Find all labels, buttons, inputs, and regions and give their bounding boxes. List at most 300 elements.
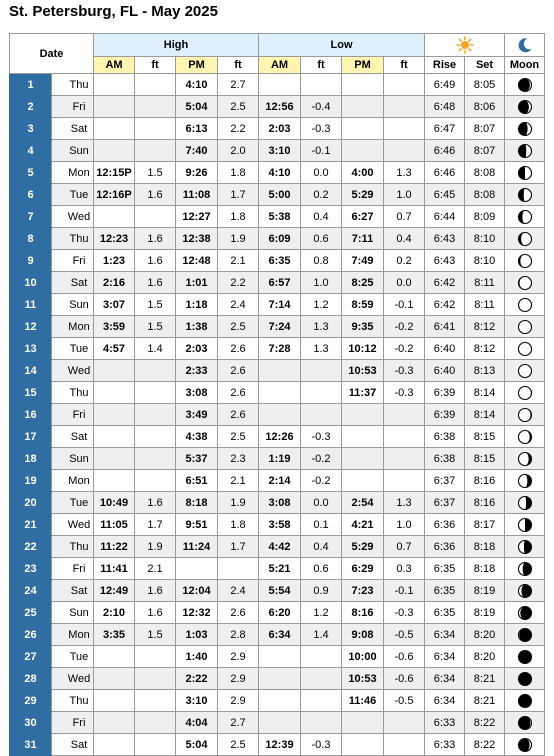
moon-phase-cell — [505, 448, 545, 470]
table-row — [10, 74, 545, 96]
table-row — [10, 184, 545, 206]
moon-phase-icon — [517, 385, 533, 401]
high-am-height: 1.6 — [135, 184, 176, 206]
high-pm-time: 2:33 — [176, 360, 218, 382]
moon-phase-icon — [517, 231, 533, 247]
low-pm-time: 11:46 — [342, 690, 384, 712]
sunset-time: 8:19 — [465, 602, 505, 624]
high-am-time — [94, 470, 135, 492]
moon-phase-cell — [505, 492, 545, 514]
day-number: 16 — [10, 404, 52, 426]
moon-phase-icon — [517, 253, 533, 269]
tide-table — [9, 33, 545, 756]
high-am-time: 11:05 — [94, 514, 135, 536]
high-am-time — [94, 118, 135, 140]
high-pm-header: PM — [176, 57, 218, 74]
low-pm-height: 0.2 — [384, 250, 425, 272]
high-am-height — [135, 448, 176, 470]
day-number: 5 — [10, 162, 52, 184]
low-pm-time: 8:25 — [342, 272, 384, 294]
table-row — [10, 624, 545, 646]
high-pm-time: 4:38 — [176, 426, 218, 448]
low-pm-time: 10:12 — [342, 338, 384, 360]
high-pm-height: 1.9 — [218, 492, 259, 514]
weekday: Sun — [52, 294, 94, 316]
high-am-time: 1:23 — [94, 250, 135, 272]
sunset-time: 8:10 — [465, 228, 505, 250]
high-pm-height: 2.1 — [218, 470, 259, 492]
low-am-height: -0.3 — [301, 426, 342, 448]
table-row — [10, 206, 545, 228]
low-am-height: 0.6 — [301, 558, 342, 580]
moon-phase-icon — [517, 77, 533, 93]
high-pm-time: 8:18 — [176, 492, 218, 514]
moon-phase-icon — [517, 583, 533, 599]
low-am-time — [259, 712, 301, 734]
low-am-time: 3:08 — [259, 492, 301, 514]
low-pm-height: 1.3 — [384, 492, 425, 514]
high-pm-time: 11:08 — [176, 184, 218, 206]
low-pm-height — [384, 118, 425, 140]
moon-phase-icon — [517, 539, 533, 555]
high-am-time — [94, 404, 135, 426]
low-pm-height: 0.4 — [384, 228, 425, 250]
sunrise-time: 6:39 — [425, 382, 465, 404]
high-pm-height: 2.5 — [218, 316, 259, 338]
high-am-height — [135, 404, 176, 426]
low-am-header: AM — [259, 57, 301, 74]
day-number: 30 — [10, 712, 52, 734]
sunrise-time: 6:38 — [425, 448, 465, 470]
sunset-time: 8:09 — [465, 206, 505, 228]
day-number: 7 — [10, 206, 52, 228]
moon-phase-cell — [505, 404, 545, 426]
high-am-time — [94, 646, 135, 668]
high-am-height — [135, 360, 176, 382]
high-am-height — [135, 140, 176, 162]
sunset-time: 8:14 — [465, 404, 505, 426]
low-pm-time: 10:53 — [342, 668, 384, 690]
high-am-height — [135, 646, 176, 668]
table-row — [10, 448, 545, 470]
high-pm-height: 1.7 — [218, 536, 259, 558]
low-am-height: 1.3 — [301, 338, 342, 360]
high-pm-height: 2.4 — [218, 580, 259, 602]
table-row — [10, 118, 545, 140]
low-pm-ft-header: ft — [384, 57, 425, 74]
low-am-height: 0.4 — [301, 536, 342, 558]
low-pm-time — [342, 118, 384, 140]
sunset-time: 8:07 — [465, 118, 505, 140]
low-pm-time: 7:49 — [342, 250, 384, 272]
table-row — [10, 338, 545, 360]
table-row — [10, 646, 545, 668]
weekday: Sat — [52, 734, 94, 756]
moon-phase-cell — [505, 162, 545, 184]
moon-phase-cell — [505, 250, 545, 272]
table-row — [10, 382, 545, 404]
moon-phase-cell — [505, 470, 545, 492]
low-pm-height: -0.1 — [384, 294, 425, 316]
low-am-time: 5:38 — [259, 206, 301, 228]
low-am-time: 3:58 — [259, 514, 301, 536]
high-pm-height: 2.5 — [218, 426, 259, 448]
low-pm-height — [384, 734, 425, 756]
high-pm-height: 2.5 — [218, 96, 259, 118]
table-row — [10, 272, 545, 294]
low-pm-time: 4:21 — [342, 514, 384, 536]
high-pm-time: 3:10 — [176, 690, 218, 712]
day-number: 12 — [10, 316, 52, 338]
low-am-height — [301, 74, 342, 96]
page-title: St. Petersburg, FL - May 2025 — [9, 3, 218, 20]
low-am-time: 5:54 — [259, 580, 301, 602]
high-am-time — [94, 668, 135, 690]
table-row — [10, 602, 545, 624]
high-pm-height: 2.2 — [218, 118, 259, 140]
day-number: 22 — [10, 536, 52, 558]
table-row — [10, 536, 545, 558]
high-pm-height: 2.6 — [218, 360, 259, 382]
sunset-time: 8:18 — [465, 558, 505, 580]
low-pm-time — [342, 96, 384, 118]
low-am-time: 1:19 — [259, 448, 301, 470]
low-am-height: 0.2 — [301, 184, 342, 206]
high-am-time: 3:35 — [94, 624, 135, 646]
low-am-time — [259, 646, 301, 668]
moon-phase-cell — [505, 580, 545, 602]
sunrise-time: 6:42 — [425, 294, 465, 316]
low-am-time — [259, 382, 301, 404]
sunset-time: 8:13 — [465, 360, 505, 382]
high-pm-time: 1:03 — [176, 624, 218, 646]
day-number: 8 — [10, 228, 52, 250]
high-am-time: 10:49 — [94, 492, 135, 514]
high-am-time — [94, 448, 135, 470]
table-row — [10, 250, 545, 272]
low-am-time: 4:10 — [259, 162, 301, 184]
low-pm-time: 10:53 — [342, 360, 384, 382]
moon-phase-icon — [517, 561, 533, 577]
high-am-height: 1.4 — [135, 338, 176, 360]
high-am-height — [135, 734, 176, 756]
low-pm-time: 6:27 — [342, 206, 384, 228]
sunrise-time: 6:35 — [425, 602, 465, 624]
sun-icon — [456, 36, 474, 54]
weekday: Sat — [52, 580, 94, 602]
high-pm-height: 1.9 — [218, 228, 259, 250]
table-row — [10, 426, 545, 448]
table-row — [10, 140, 545, 162]
low-am-height: -0.3 — [301, 734, 342, 756]
high-am-height: 1.5 — [135, 294, 176, 316]
low-pm-height: 1.0 — [384, 184, 425, 206]
high-pm-time: 6:51 — [176, 470, 218, 492]
moon-phase-icon — [517, 99, 533, 115]
low-am-height — [301, 382, 342, 404]
low-am-time: 5:21 — [259, 558, 301, 580]
moon-phase-cell — [505, 646, 545, 668]
high-pm-time: 9:26 — [176, 162, 218, 184]
low-am-height — [301, 646, 342, 668]
moon-phase-cell — [505, 338, 545, 360]
tide-rows — [10, 74, 545, 756]
sunset-time: 8:15 — [465, 448, 505, 470]
high-am-height: 1.6 — [135, 492, 176, 514]
high-pm-height: 2.2 — [218, 272, 259, 294]
high-pm-time: 4:10 — [176, 74, 218, 96]
sunset-time: 8:07 — [465, 140, 505, 162]
high-pm-height: 1.8 — [218, 514, 259, 536]
day-number: 23 — [10, 558, 52, 580]
high-am-time: 3:59 — [94, 316, 135, 338]
high-am-height: 1.7 — [135, 514, 176, 536]
high-pm-time: 5:04 — [176, 96, 218, 118]
sunset-time: 8:19 — [465, 580, 505, 602]
moon-phase-cell — [505, 382, 545, 404]
low-pm-time: 9:08 — [342, 624, 384, 646]
high-am-height — [135, 206, 176, 228]
sunset-time: 8:06 — [465, 96, 505, 118]
high-pm-height: 2.6 — [218, 404, 259, 426]
date-header: Date — [10, 34, 94, 74]
high-pm-height: 2.9 — [218, 646, 259, 668]
day-number: 24 — [10, 580, 52, 602]
high-am-time: 12:16P — [94, 184, 135, 206]
low-pm-height — [384, 712, 425, 734]
moon-phase-cell — [505, 272, 545, 294]
sunset-time: 8:15 — [465, 426, 505, 448]
sunrise-time: 6:34 — [425, 624, 465, 646]
high-pm-time: 9:51 — [176, 514, 218, 536]
weekday: Sat — [52, 426, 94, 448]
day-number: 9 — [10, 250, 52, 272]
low-pm-height: -0.5 — [384, 690, 425, 712]
low-pm-height — [384, 140, 425, 162]
moon-phase-icon — [517, 473, 533, 489]
weekday: Fri — [52, 558, 94, 580]
weekday: Wed — [52, 668, 94, 690]
moon-phase-cell — [505, 228, 545, 250]
low-pm-time: 8:59 — [342, 294, 384, 316]
sunset-time: 8:12 — [465, 338, 505, 360]
high-am-height: 1.9 — [135, 536, 176, 558]
moon-phase-icon — [517, 407, 533, 423]
low-pm-time: 5:29 — [342, 184, 384, 206]
low-pm-height: -0.3 — [384, 602, 425, 624]
moon-phase-cell — [505, 536, 545, 558]
low-am-time: 6:57 — [259, 272, 301, 294]
sunrise-time: 6:39 — [425, 404, 465, 426]
high-am-time — [94, 734, 135, 756]
moon-phase-cell — [505, 624, 545, 646]
low-pm-time: 2:54 — [342, 492, 384, 514]
high-am-height — [135, 668, 176, 690]
high-am-height: 1.6 — [135, 272, 176, 294]
moon-phase-cell — [505, 360, 545, 382]
moon-phase-cell — [505, 184, 545, 206]
low-am-time: 4:42 — [259, 536, 301, 558]
low-am-height: -0.2 — [301, 448, 342, 470]
low-am-time: 6:20 — [259, 602, 301, 624]
low-pm-height — [384, 96, 425, 118]
table-row — [10, 668, 545, 690]
low-pm-height: 0.7 — [384, 206, 425, 228]
moon-phase-cell — [505, 118, 545, 140]
low-pm-time: 6:29 — [342, 558, 384, 580]
moon-phase-icon — [517, 495, 533, 511]
low-pm-height: 1.0 — [384, 514, 425, 536]
moon-phase-icon — [517, 605, 533, 621]
high-am-height — [135, 470, 176, 492]
high-am-ft-header: ft — [135, 57, 176, 74]
high-pm-time: 7:40 — [176, 140, 218, 162]
high-pm-time: 1:18 — [176, 294, 218, 316]
high-am-time: 2:16 — [94, 272, 135, 294]
sunrise-time: 6:33 — [425, 712, 465, 734]
high-pm-height: 2.3 — [218, 448, 259, 470]
weekday: Sun — [52, 140, 94, 162]
low-am-height: 0.9 — [301, 580, 342, 602]
moon-phase-icon — [517, 121, 533, 137]
crescent-moon-icon — [517, 37, 533, 53]
low-pm-height: -0.3 — [384, 382, 425, 404]
moon-phase-header: Moon — [505, 57, 545, 74]
weekday: Tue — [52, 646, 94, 668]
moon-phase-icon — [517, 451, 533, 467]
low-pm-time: 8:16 — [342, 602, 384, 624]
high-am-height: 1.5 — [135, 316, 176, 338]
day-number: 25 — [10, 602, 52, 624]
low-am-height: 0.0 — [301, 162, 342, 184]
day-number: 29 — [10, 690, 52, 712]
weekday: Mon — [52, 624, 94, 646]
high-am-height — [135, 712, 176, 734]
low-am-height: 1.0 — [301, 272, 342, 294]
high-am-time: 11:41 — [94, 558, 135, 580]
high-pm-time: 2:22 — [176, 668, 218, 690]
moon-phase-cell — [505, 514, 545, 536]
sunset-time: 8:21 — [465, 690, 505, 712]
high-pm-height: 2.6 — [218, 382, 259, 404]
day-number: 4 — [10, 140, 52, 162]
high-pm-height: 2.7 — [218, 74, 259, 96]
moon-phase-cell — [505, 74, 545, 96]
day-number: 14 — [10, 360, 52, 382]
weekday: Wed — [52, 514, 94, 536]
sunset-time: 8:08 — [465, 162, 505, 184]
weekday: Wed — [52, 360, 94, 382]
low-am-height: 0.6 — [301, 228, 342, 250]
sunset-time: 8:22 — [465, 712, 505, 734]
high-pm-time — [176, 558, 218, 580]
high-am-time — [94, 712, 135, 734]
high-pm-height: 2.6 — [218, 602, 259, 624]
high-pm-time: 12:48 — [176, 250, 218, 272]
low-am-height: -0.3 — [301, 118, 342, 140]
moon-phase-cell — [505, 206, 545, 228]
moon-phase-icon — [517, 341, 533, 357]
low-pm-time: 7:11 — [342, 228, 384, 250]
high-pm-height: 2.7 — [218, 712, 259, 734]
low-pm-height: 0.3 — [384, 558, 425, 580]
weekday: Sun — [52, 448, 94, 470]
sunset-time: 8:14 — [465, 382, 505, 404]
sunrise-time: 6:40 — [425, 338, 465, 360]
low-pm-height: -0.2 — [384, 316, 425, 338]
moon-phase-icon — [517, 517, 533, 533]
low-pm-time — [342, 734, 384, 756]
moon-phase-cell — [505, 712, 545, 734]
high-pm-time: 11:24 — [176, 536, 218, 558]
low-pm-time: 7:23 — [342, 580, 384, 602]
moon-phase-cell — [505, 558, 545, 580]
sun-header — [425, 34, 505, 57]
weekday: Sun — [52, 602, 94, 624]
day-number: 27 — [10, 646, 52, 668]
low-am-time: 5:00 — [259, 184, 301, 206]
sunset-time: 8:20 — [465, 646, 505, 668]
high-am-time: 12:15P — [94, 162, 135, 184]
sunset-time: 8:16 — [465, 492, 505, 514]
high-am-time: 4:57 — [94, 338, 135, 360]
high-am-height — [135, 74, 176, 96]
sunrise-time: 6:37 — [425, 492, 465, 514]
sunrise-time: 6:44 — [425, 206, 465, 228]
high-pm-height: 2.6 — [218, 338, 259, 360]
high-pm-time: 12:27 — [176, 206, 218, 228]
low-pm-height: 1.3 — [384, 162, 425, 184]
low-am-height: 0.8 — [301, 250, 342, 272]
low-pm-time: 11:37 — [342, 382, 384, 404]
sunrise-time: 6:47 — [425, 118, 465, 140]
low-pm-height: -0.3 — [384, 360, 425, 382]
day-number: 6 — [10, 184, 52, 206]
low-am-time: 7:24 — [259, 316, 301, 338]
day-number: 15 — [10, 382, 52, 404]
sunrise-time: 6:35 — [425, 580, 465, 602]
table-row — [10, 316, 545, 338]
low-pm-time — [342, 470, 384, 492]
sunset-time: 8:11 — [465, 294, 505, 316]
day-number: 3 — [10, 118, 52, 140]
moon-phase-icon — [517, 715, 533, 731]
moon-phase-cell — [505, 690, 545, 712]
weekday: Tue — [52, 492, 94, 514]
high-pm-height: 2.1 — [218, 250, 259, 272]
sunrise-time: 6:36 — [425, 514, 465, 536]
sunset-time: 8:16 — [465, 470, 505, 492]
high-am-height — [135, 426, 176, 448]
high-am-time — [94, 426, 135, 448]
day-number: 21 — [10, 514, 52, 536]
sunset-time: 8:20 — [465, 624, 505, 646]
low-am-time: 7:14 — [259, 294, 301, 316]
day-number: 28 — [10, 668, 52, 690]
low-am-height — [301, 712, 342, 734]
moon-phase-icon — [517, 297, 533, 313]
high-pm-time: 3:49 — [176, 404, 218, 426]
low-pm-time: 5:29 — [342, 536, 384, 558]
sunrise-time: 6:37 — [425, 470, 465, 492]
moon-phase-icon — [517, 187, 533, 203]
low-am-height — [301, 690, 342, 712]
low-am-time: 6:34 — [259, 624, 301, 646]
high-am-time — [94, 74, 135, 96]
low-am-height: 1.2 — [301, 294, 342, 316]
low-pm-height: -0.6 — [384, 668, 425, 690]
sunrise-time: 6:48 — [425, 96, 465, 118]
